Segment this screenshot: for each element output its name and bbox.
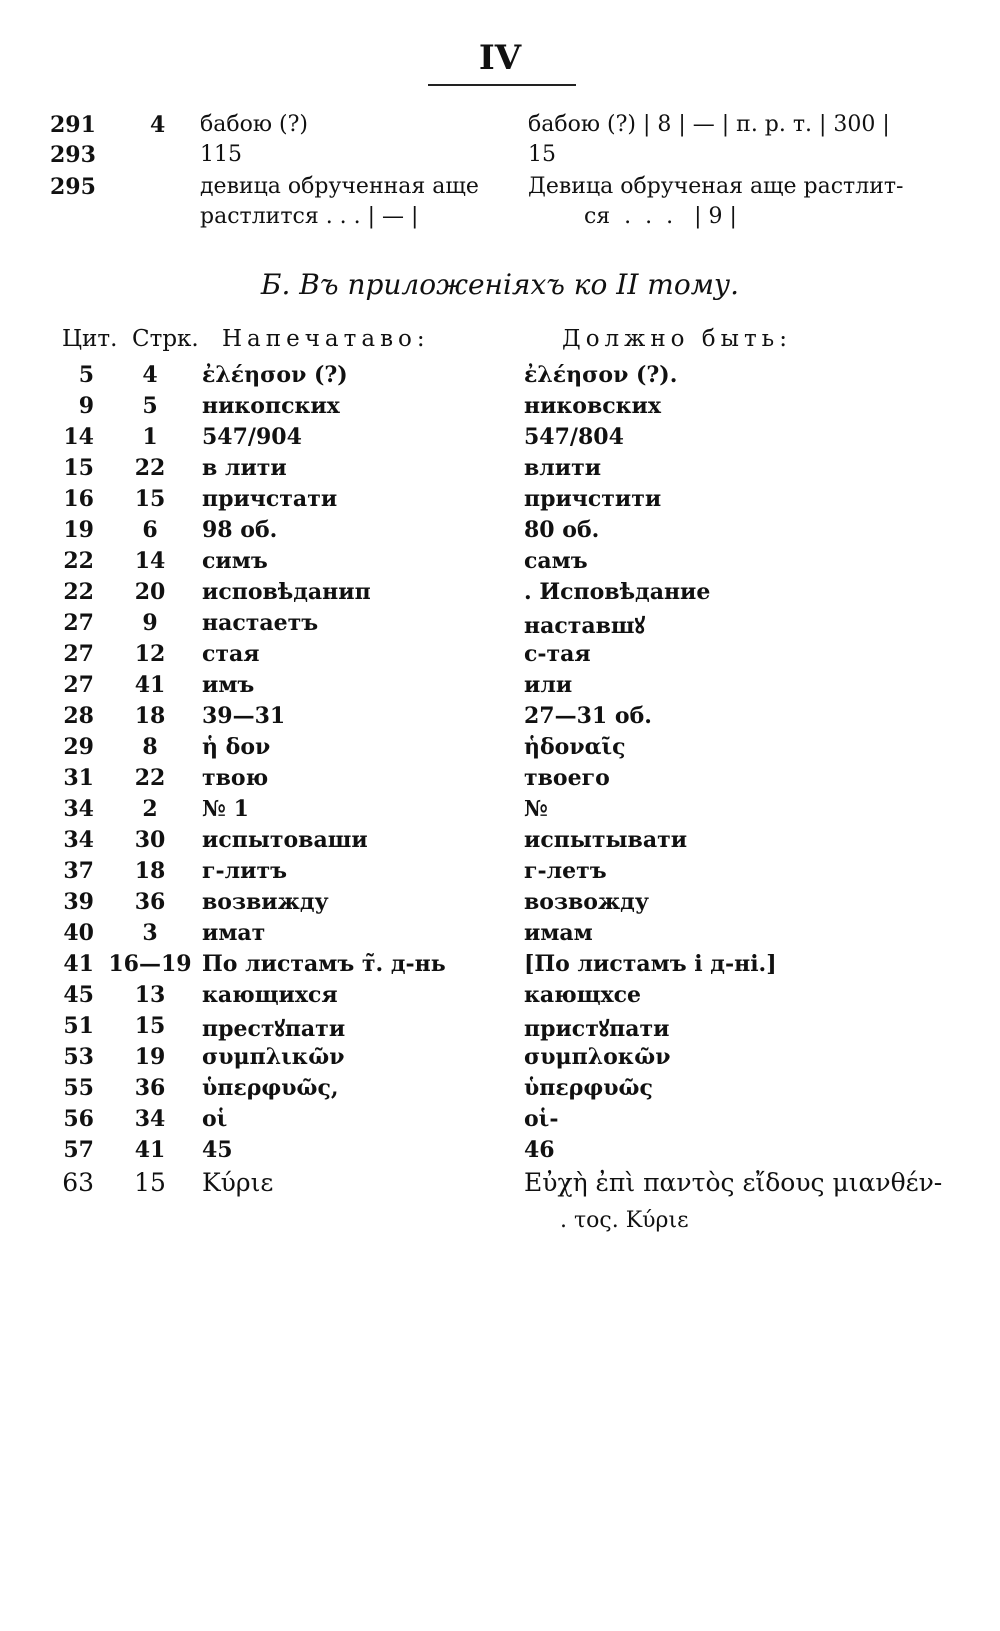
table-row [0,453,1000,484]
table-row [0,949,1000,980]
corrected-text: причстити [524,486,662,512]
table-row [0,1073,1000,1104]
table-row [0,1104,1000,1135]
page-ref: 22 [63,579,94,605]
page-ref: 27 [63,672,94,698]
printed-text: 39—31 [202,703,286,729]
printed-text: οἱ [202,1106,228,1132]
printed-text: в лити [202,455,287,481]
corrected-text: ся . . . | 9 | [528,204,737,229]
printed-text: причстати [202,486,338,512]
errata-table [0,360,1000,1202]
corrected-text: самъ [524,548,588,574]
table-row [0,887,1000,918]
line-ref: 18 [134,858,166,884]
corrected-text: никовских [524,393,661,419]
corrected-text: Девица обрученая аще растлит- [528,174,904,199]
table-row [0,422,1000,453]
printed-text: испытоваши [202,827,368,853]
table-row [0,980,1000,1011]
line-ref: 3 [142,920,158,946]
line-ref: 20 [134,579,166,605]
corrected-text: или [524,672,573,698]
printed-text: симъ [202,548,268,574]
line-ref: 41 [134,1137,166,1163]
table-row [0,391,1000,422]
table-row [0,1166,1000,1202]
page-ref: 5 [78,362,94,388]
corrected-text: Εὐχὴ ἐπὶ παντὸς εἴδους μιανθέν- [524,1168,943,1197]
printed-text: исповѣданип [202,579,371,605]
printed-text: никопских [202,393,340,419]
page-ref: 16 [63,486,94,512]
page-ref: 55 [63,1075,94,1101]
table-row [0,515,1000,546]
printed-text: кающихся [202,982,338,1008]
page-ref: 39 [63,889,94,915]
table-row [0,639,1000,670]
printed-text: ὑπερφυῶς, [202,1075,339,1101]
page-ref: 56 [63,1106,94,1132]
table-row [0,608,1000,639]
table-row [0,701,1000,732]
corrected-text: ὑπερφυῶς [524,1075,653,1101]
corrected-text: влити [524,455,602,481]
line-ref: 9 [142,610,158,636]
page-number: IV [478,38,522,78]
page-ref: 37 [63,858,94,884]
table-row [0,1135,1000,1166]
page-ref: 295 [50,174,96,200]
printed-text: Κύριε [202,1168,274,1197]
page-ref: 40 [63,920,94,946]
table-row [0,856,1000,887]
line-ref: 19 [134,1044,166,1070]
corrected-text: οἱ- [524,1106,559,1132]
line-ref: 12 [134,641,166,667]
printed-text: имъ [202,672,255,698]
line-ref: 18 [134,703,166,729]
page-ref: 28 [63,703,94,729]
header-page: Цит. [62,326,118,352]
corrected-text: 27—31 об. [524,703,652,729]
page-ref: 34 [63,827,94,853]
printed-text: девица обрученная аще [200,174,479,199]
table-row [0,670,1000,701]
page-ref: 31 [63,765,94,791]
corrected-text: г-летъ [524,858,607,884]
line-ref: 4 [150,112,166,138]
page-ref: 41 [63,951,94,977]
table-row [0,360,1000,391]
line-ref: 8 [142,734,158,760]
printed-text: г-литъ [202,858,287,884]
printed-text: 115 [200,142,242,167]
corrected-text: наставшꙋ [524,613,645,639]
corrected-text: [По листамъ і д-ні.] [524,951,777,977]
table-row [0,918,1000,949]
corrected-text: 46 [524,1137,555,1163]
line-ref: 14 [134,548,166,574]
corrected-text: 15 [528,142,556,167]
line-ref: 15 [134,1013,166,1039]
line-ref: 36 [134,889,166,915]
page-ref: 45 [63,982,94,1008]
corrected-text: с-тая [524,641,591,667]
table-row [0,794,1000,825]
table-row [0,1042,1000,1073]
corrected-text: имам [524,920,593,946]
line-ref: 6 [142,517,158,543]
printed-text: возвижду [202,889,329,915]
printed-text: № 1 [202,796,249,822]
table-row [0,546,1000,577]
line-ref: 30 [134,827,166,853]
line-ref: 1 [142,424,158,450]
line-ref: 36 [134,1075,166,1101]
line-ref: 15 [134,1168,166,1197]
corrected-text: συμπλοκῶν [524,1044,671,1070]
line-ref: 2 [142,796,158,822]
corrected-text: ἐλέησον (?). [524,362,678,388]
printed-text: растлится . . . | — | [200,204,419,229]
corrected-text: возвожду [524,889,649,915]
last-row-continuation: . τος. Κύριε [560,1208,689,1233]
printed-text: ἐλέησον (?) [202,362,348,388]
table-row [0,484,1000,515]
line-ref: 5 [142,393,158,419]
line-ref: 16—19 [108,951,192,977]
page-ref: 27 [63,610,94,636]
printed-text: По листамъ т̃. д-нь [202,951,446,977]
page-ref: 34 [63,796,94,822]
printed-text: συμπλικῶν [202,1044,345,1070]
page-ref: 291 [50,112,96,138]
page-ref: 29 [63,734,94,760]
page-ref: 53 [63,1044,94,1070]
corrected-text: кающхсе [524,982,642,1008]
page-ref: 293 [50,142,96,168]
table-row [0,732,1000,763]
corrected-text: № [524,796,548,822]
printed-text: престꙋпати [202,1016,346,1042]
printed-text: имат [202,920,266,946]
header-corrected: Должно быть: [562,326,792,352]
line-ref: 22 [134,765,166,791]
page-ref: 15 [63,455,94,481]
page-ref: 27 [63,641,94,667]
corrected-text: бабою (?) | 8 | — | п. р. т. | 300 | [528,112,890,137]
corrected-text: . Исповѣдание [524,579,711,605]
page-ref: 14 [63,424,94,450]
corrected-text: 80 об. [524,517,600,543]
corrected-text: ἡδοναῖς [524,734,626,760]
page-ref: 57 [63,1137,94,1163]
table-row [0,577,1000,608]
line-ref: 15 [134,486,166,512]
corrected-text: испытывати [524,827,688,853]
table-row [0,825,1000,856]
printed-text: твою [202,765,269,791]
page-ref: 19 [63,517,94,543]
corrected-text: твоего [524,765,610,791]
section-title: Б. Въ приложеніяхъ ко II тому. [260,268,740,301]
page-ref: 22 [63,548,94,574]
header-line: Стрк. [132,326,199,352]
printed-text: 45 [202,1137,233,1163]
line-ref: 41 [134,672,166,698]
page-ref: 63 [62,1168,94,1197]
printed-text: стая [202,641,260,667]
printed-text: настаетъ [202,610,319,636]
corrected-text: 547/804 [524,424,624,450]
page-ref: 9 [78,393,94,419]
table-row [0,763,1000,794]
line-ref: 34 [134,1106,166,1132]
corrected-text: пристꙋпати [524,1016,670,1042]
printed-text: бабою (?) [200,112,308,137]
table-row [0,1011,1000,1042]
printed-text: ἡ δον [202,734,271,760]
line-ref: 22 [134,455,166,481]
line-ref: 4 [142,362,158,388]
page-ref: 51 [63,1013,94,1039]
line-ref: 13 [134,982,166,1008]
header-printed: Напечатаво: [222,326,430,352]
printed-text: 98 об. [202,517,278,543]
header-rule [428,84,576,86]
printed-text: 547/904 [202,424,302,450]
